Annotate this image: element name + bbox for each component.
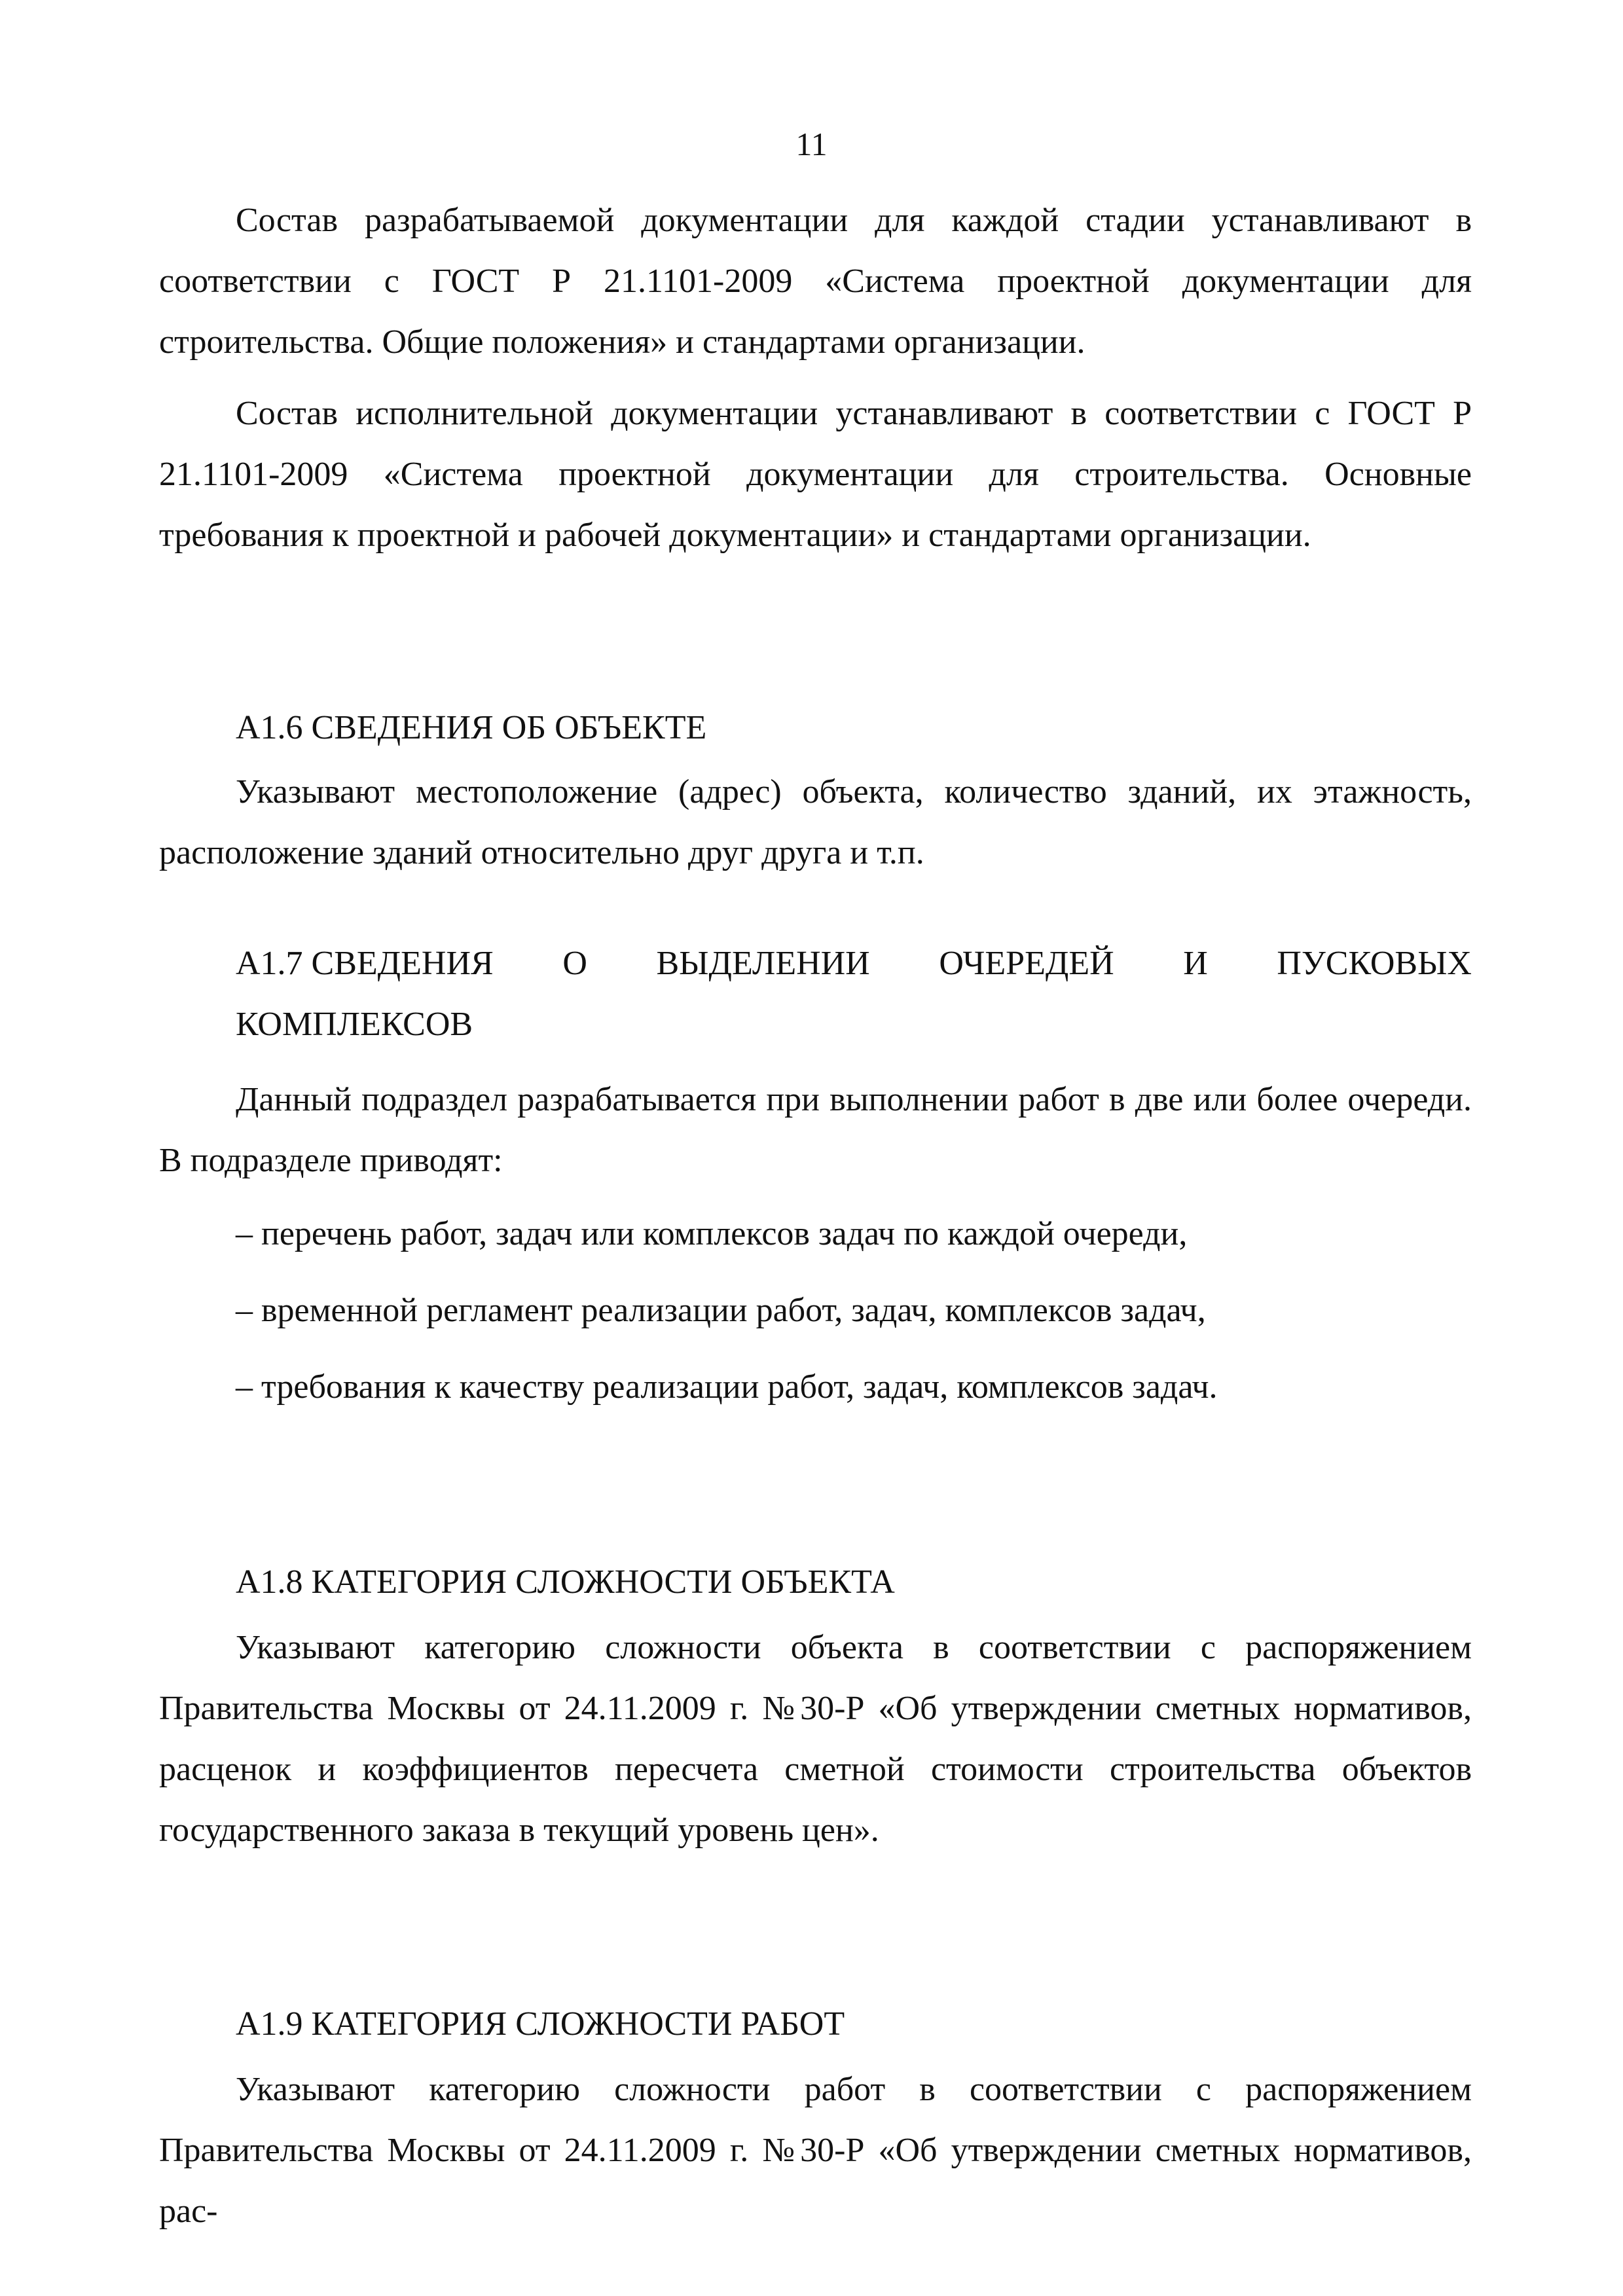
- section-heading-a1-6: А1.6 СВЕДЕНИЯ ОБ ОБЪЕКТЕ: [236, 709, 707, 746]
- section-heading-a1-8: А1.8 КАТЕГОРИЯ СЛОЖНОСТИ ОБЪЕКТА: [236, 1563, 895, 1601]
- section-heading-a1-7-line1: [236, 933, 1472, 994]
- heading-word: ПУСКОВЫХ: [1277, 945, 1472, 982]
- heading-word: ОЧЕРЕДЕЙ: [939, 945, 1114, 982]
- section-text-a1-8: Указывают категорию сложности объекта в соответствии с распоряжением Правительства Москвы от 24.11.2009 г. №30-Р «Об утверждении сметных нормативов, расценок и коэффициентов пересчета сметной стоимости строительства объектов государственного заказа в текущий уровень цен».: [159, 1629, 1472, 1849]
- heading-word: ВЫДЕЛЕНИИ: [656, 945, 870, 982]
- list-item: – требования к качеству реализации работ, задач, комплексов задач.: [236, 1368, 1218, 1406]
- section-heading-a1-7-line2: КОМПЛЕКСОВ: [236, 1006, 473, 1043]
- heading-word: А1.7 СВЕДЕНИЯ: [236, 945, 494, 982]
- heading-word: О: [562, 945, 587, 982]
- paragraph-documentation-composition: Состав разрабатываемой документации для каждой стадии устанавливают в соответствии с ГОСТ Р 21.1101-2009 «Система проектной документации для строительства. Общие положения» и стандартами организации.: [159, 202, 1472, 361]
- list-item: – перечень работ, задач или комплексов задач по каждой очереди,: [236, 1215, 1188, 1252]
- section-text-a1-7: Данный подраздел разрабатывается при выполнении работ в две или более очереди. В подразделе приводят:: [159, 1081, 1472, 1179]
- section-heading-a1-9: А1.9 КАТЕГОРИЯ СЛОЖНОСТИ РАБОТ: [236, 2005, 845, 2043]
- list-item: – временной регламент реализации работ, задач, комплексов задач,: [236, 1292, 1206, 1329]
- paragraph-executive-documentation: Состав исполнительной документации устанавливают в соответствии с ГОСТ Р 21.1101-2009 «Система проектной документации для строительства. Основные требования к проектной и рабочей документации» и стандартами организации.: [159, 395, 1472, 554]
- section-text-a1-9: Указывают категорию сложности работ в соответствии с распоряжением Правительства Москвы от 24.11.2009 г. №30-Р «Об утверждении сметных нормативов, рас-: [159, 2071, 1472, 2230]
- page-number: 11: [795, 126, 828, 162]
- heading-word: И: [1183, 945, 1208, 982]
- section-heading-a1-7: [236, 933, 1472, 1055]
- section-text-a1-6: Указывают местоположение (адрес) объекта, количество зданий, их этажность, расположение зданий относительно друг друга и т.п.: [159, 773, 1472, 871]
